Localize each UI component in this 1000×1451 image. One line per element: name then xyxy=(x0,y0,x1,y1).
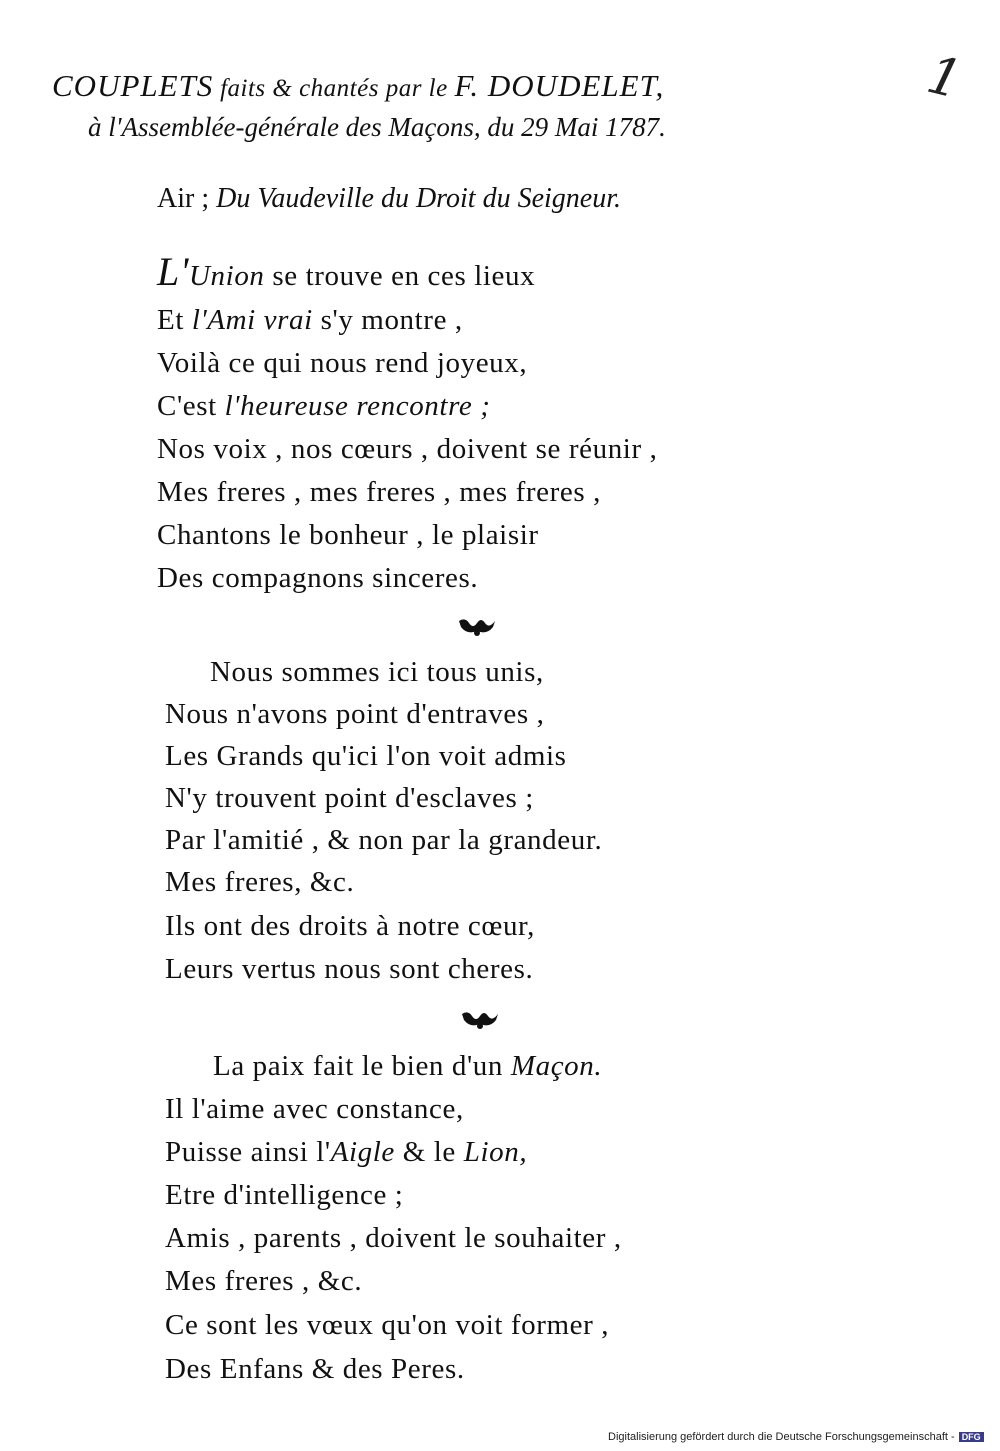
stanza-1-line-8: Des compagnons sinceres. xyxy=(157,562,479,594)
italic-text: Union xyxy=(189,260,265,292)
stanza-2-line-2: Nous n'avons point d'entraves , xyxy=(165,698,545,730)
stanza-3-line-5: Amis , parents , doivent le souhaiter , xyxy=(165,1222,622,1254)
stanza-1-line-6: Mes freres , mes freres , mes freres , xyxy=(157,476,601,508)
fleuron-ornament xyxy=(460,1008,500,1032)
title-line-1 xyxy=(52,68,912,104)
fleuron-ornament xyxy=(457,615,497,639)
stanza-2-line-3: Les Grands qu'ici l'on voit admis xyxy=(165,740,567,772)
stanza-2-line-1: Nous sommes ici tous unis, xyxy=(210,656,544,688)
text-span: Et xyxy=(157,304,192,336)
italic-text: l'heureuse rencontre ; xyxy=(224,390,491,422)
stanza-2-line-5: Par l'amitié , & non par la grandeur. xyxy=(165,824,603,856)
stanza-3-line-3 xyxy=(165,1136,527,1169)
italic-text: l'Ami vrai xyxy=(191,304,313,336)
digitization-credit xyxy=(608,1431,984,1443)
stanza-2-line-6: Mes freres, &c. xyxy=(165,866,355,898)
text-span: Puisse ainsi l' xyxy=(165,1136,331,1168)
stanza-1-line-3: Voilà ce qui nous rend joyeux, xyxy=(157,347,528,379)
stanza-1-line-5: Nos voix , nos cœurs , doivent se réunir , xyxy=(157,433,658,465)
text-span: La paix fait le bien d'un xyxy=(213,1050,511,1082)
italic-text: Maçon. xyxy=(510,1050,603,1082)
text-span: s'y montre , xyxy=(312,304,463,336)
title-couplets: COUPLETS xyxy=(52,68,214,103)
stanza-2-line-8: Leurs vertus nous sont cheres. xyxy=(165,953,534,985)
stanza-1-line-1 xyxy=(157,249,536,294)
italic-text: Lion, xyxy=(463,1136,528,1168)
stanza-3-line-8: Des Enfans & des Peres. xyxy=(165,1353,465,1385)
title-line-2: à l'Assemblée-générale des Maçons, du 29 Mai 1787. xyxy=(88,112,666,142)
stanza-1-line-2 xyxy=(157,304,463,337)
stanza-2-line-7: Ils ont des droits à notre cœur, xyxy=(165,910,535,942)
stanza-1-line-4 xyxy=(157,390,490,423)
stanza-3-line-4: Etre d'intelligence ; xyxy=(165,1179,404,1211)
dfg-logo: DFG xyxy=(959,1432,984,1442)
credit-text: Digitalisierung gefördert durch die Deutsche Forschungsgemeinschaft - xyxy=(608,1431,955,1443)
text-span: se trouve en ces lieux xyxy=(264,260,536,292)
title-middle: faits & chantés par le xyxy=(213,75,455,102)
title-author: F. DOUDELET, xyxy=(454,68,665,103)
air-prefix: Air ; xyxy=(157,183,217,214)
air-tune: Du Vaudeville du Droit du Seigneur. xyxy=(216,183,622,214)
text-span: & le xyxy=(394,1136,464,1168)
stanza-1-line-7: Chantons le bonheur , le plaisir xyxy=(157,519,539,551)
stanza-3-line-1 xyxy=(213,1050,602,1083)
stanza-3-line-6: Mes freres , &c. xyxy=(165,1265,363,1297)
stanza-2-line-4: N'y trouvent point d'esclaves ; xyxy=(165,782,534,814)
stanza-3-line-7: Ce sont les vœux qu'on voit former , xyxy=(165,1309,610,1341)
stanza-3-line-2: Il l'aime avec constance, xyxy=(165,1093,464,1125)
italic-text: Aigle xyxy=(330,1136,395,1168)
drop-cap: L' xyxy=(157,249,190,294)
air-line xyxy=(157,183,621,215)
folio-number: 1 xyxy=(921,44,968,112)
text-span: C'est xyxy=(157,390,225,422)
